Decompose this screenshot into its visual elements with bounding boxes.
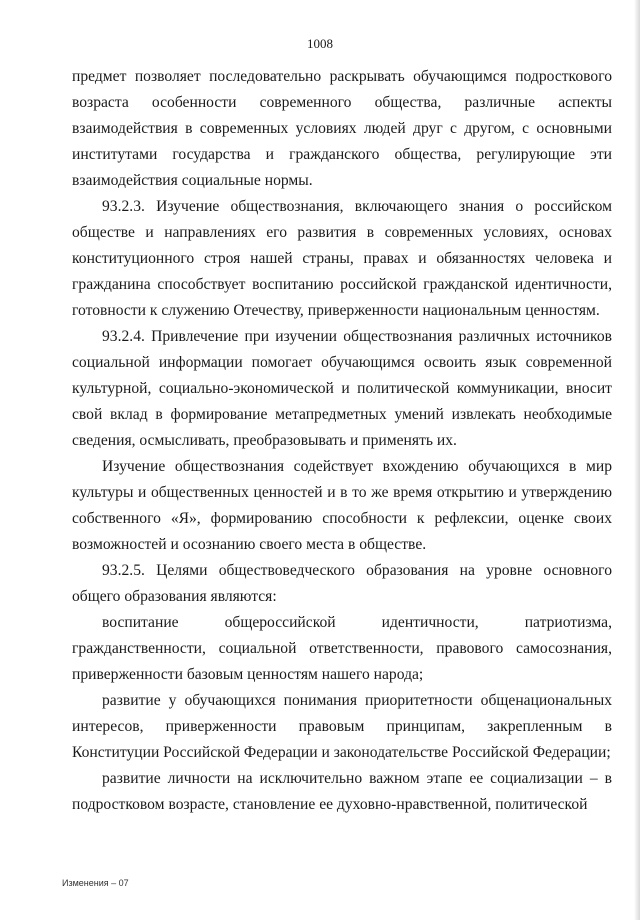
document-body	[72, 64, 612, 818]
paragraph-93-2-3: 93.2.3. Изучение обществознания, включающего знания о российском обществе и направлениях его развития в современных условиях, основах конституционного строя нашей страны, правах и обязанностях человека и гражданина способствует воспитанию российской гражданской идентичности, готовности к служению Отечеству, приверженности национальным ценностям.	[72, 198, 612, 319]
scan-edge-shadow	[634, 0, 640, 920]
footer-revision-label: Изменения – 07	[62, 878, 129, 888]
paragraph-self-identity: Изучение обществознания содействует вхождению обучающихся в мир культуры и общественных ценностей и в то же время открытию и утверждению собственного «Я», формированию способности к рефлексии, оценке своих возможностей и осознанию своего места в обществе.	[72, 458, 612, 553]
goal-item-identity: воспитание общероссийской идентичности, патриотизма, гражданственности, социальной ответственности, правового самосознания, приверженности базовым ценностям нашего народа;	[72, 614, 612, 683]
goal-item-personality: развитие личности на исключительно важном этапе ее социализации – в подростковом возрасте, становление ее духовно-нравственной, политической	[72, 770, 612, 813]
goal-item-national-interests: развитие у обучающихся понимания приоритетности общенациональных интересов, приверженности правовым принципам, закрепленным в Конституции Российской Федерации и законодательстве Российской Федерации;	[72, 692, 612, 761]
paragraph-continuation: предмет позволяет последовательно раскрывать обучающимся подросткового возраста особенности современного общества, различные аспекты взаимодействия в современных условиях людей друг с другом, с основными институтами государства и гражданского общества, регулирующие эти взаимодействия социальные нормы.	[72, 68, 612, 189]
paragraph-93-2-5: 93.2.5. Целями обществоведческого образования на уровне основного общего образования являются:	[72, 562, 612, 605]
page-number: 1008	[307, 36, 333, 51]
paragraph-93-2-4: 93.2.4. Привлечение при изучении обществознания различных источников социальной информации помогает обучающимся освоить язык современной культурной, социально-экономической и политической коммуникации, вносит свой вклад в формирование метапредметных умений извлекать необходимые сведения, осмысливать, преобразовывать и применять их.	[72, 328, 612, 449]
